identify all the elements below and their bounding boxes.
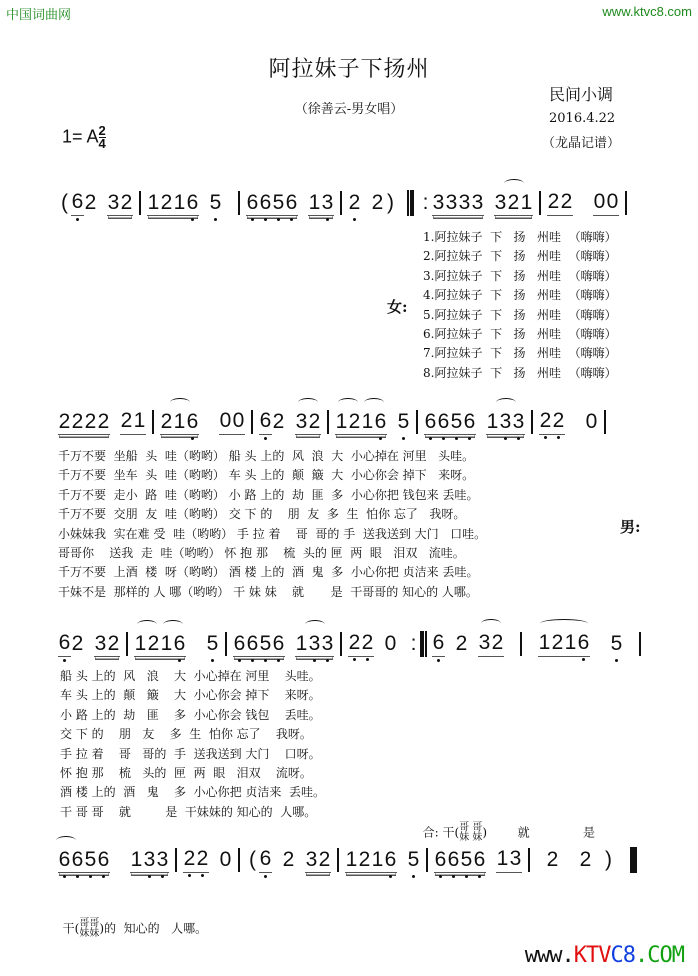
staff-2: 2222 21 216 00 6 2 32 1216 5 6656 133 22 0: [58, 405, 612, 439]
song-title: 阿拉妹子下扬州: [268, 57, 430, 82]
staff-4: 6656 133 22 0 ( 6 2 32 1216 5 6656 13 2 2 ): [58, 843, 642, 877]
song-genre: 民间小调: [549, 85, 614, 104]
staff-3: 6 2 32 1216 5 6656 133 22 0 : 6 2 32 1216 5: [58, 627, 647, 661]
male-role-label: 男:: [620, 518, 641, 536]
site-url[interactable]: www.ktvc8.com: [602, 4, 692, 19]
staff-1: ( 6 2 32 1216 5 6656 13 2 2 ) : 3333 321 22 00: [58, 186, 633, 220]
male-verse: 千万不要 交朋 友 哇（哟哟） 交 下 的 朋 友 多 生 怕你 忘了 我呀。: [58, 507, 466, 522]
male-verses: [58, 447, 486, 602]
male-verse: 千万不要 坐车 头 哇（哟哟） 车 头 上的 颠 簸 大 小心你会 掉下 来呀。: [58, 468, 475, 483]
female-verse: 7.阿拉妹子 下 扬 州哇 （嗨嗨）: [423, 346, 617, 361]
lyric-line: 车 头 上的 颠 簸 大 小心你会 掉下 来呀。: [60, 688, 321, 703]
time-signature: $\frac{2}{4}$: [98, 123, 106, 151]
female-verse: 8.阿拉妹子 下 扬 州哇 （嗨嗨）: [423, 365, 617, 380]
section3-lyrics: [60, 667, 325, 822]
female-verse: 1.阿拉妹子 下 扬 州哇 （嗨嗨）: [423, 230, 617, 244]
male-verse: 千万不要 走小 路 哇（哟哟） 小 路 上的 劫 匪 多 小心你把 钱包来 丢哇。: [58, 487, 479, 502]
female-verse: 5.阿拉妹子 下 扬 州哇 （嗨嗨）: [423, 307, 617, 322]
lyric-line: 干 哥 哥 就 是 干妹妹的 知心的 人哪。: [60, 804, 317, 819]
female-role-label: 女:: [387, 298, 408, 316]
lyric-line: 小 路 上的 劫 匪 多 小心你会 钱包 丢哇。: [60, 707, 321, 722]
chorus-label: 合:: [422, 825, 439, 840]
lyric-line: 交 下 的 朋 友 多 生 怕你 忘了 我呀。: [60, 727, 312, 742]
song-performers: （徐善云-男女唱）: [294, 102, 404, 117]
female-verse: 4.阿拉妹子 下 扬 州哇 （嗨嗨）: [423, 288, 617, 303]
female-verse: 2.阿拉妹子 下 扬 州哇 （嗨嗨）: [423, 249, 617, 264]
male-verse: 千万不要 坐船 头 哇（哟哟） 船 头 上的 风 浪 大 小心掉在 河里 头哇。: [58, 449, 475, 463]
female-verse: 6.阿拉妹子 下 扬 州哇 （嗨嗨）: [423, 327, 617, 342]
female-verses: [423, 228, 617, 383]
lyric-line: 怀 抱 那 梳 头的 匣 两 眼 泪双 流呀。: [60, 766, 312, 781]
ending-lyric: 干( 哥哥 妹妹 )的 知心的 人哪。: [62, 918, 208, 940]
male-verse: 千万不要 上酒 楼 呀（哟哟） 酒 楼 上的 酒 鬼 多 小心你把 贞洁来 丢哇。: [58, 565, 479, 580]
song-date: 2016.4.22: [549, 111, 616, 126]
male-verse: 干妹不是 那样的 人 哪（哟哟） 干 妹 妹 就 是 干哥哥的 知心的 人哪。: [58, 584, 478, 599]
male-verse: 小妹妹我 实在难 受 哇（哟哟） 手 拉 着 哥 哥的 手 送我送到 大门 口哇。: [58, 526, 487, 541]
chorus-stack: 哥 哥 妹 妹: [459, 822, 483, 844]
chorus-line: 合: 干( 哥 哥 妹 妹 ) 就 是: [422, 822, 596, 844]
key-label: 1= A: [62, 126, 99, 147]
male-verse: 哥哥你 送我 走 哇（哟哟） 怀 抱 那 梳 头的 匣 两 眼 泪双 流哇。: [58, 546, 465, 561]
lyric-line: 船 头 上的 风 浪 大 小心掉在 河里 头哇。: [60, 669, 321, 683]
ending-stack: 哥哥 妹妹: [79, 918, 100, 940]
female-verse: 3.阿拉妹子 下 扬 州哇 （嗨嗨）: [423, 268, 617, 283]
site-name: 中国词曲网: [6, 8, 72, 23]
key-signature: [62, 125, 106, 150]
lyric-line: 手 拉 着 哥 哥的 手 送我送到 大门 口呀。: [60, 746, 321, 761]
song-transcriber: （龙晶记谱）: [542, 136, 621, 151]
lyric-line: 酒 楼 上的 酒 鬼 多 小心你把 贞洁来 丢哇。: [60, 785, 326, 800]
footer-logo[interactable]: www.KTVC8.COM: [524, 943, 684, 968]
